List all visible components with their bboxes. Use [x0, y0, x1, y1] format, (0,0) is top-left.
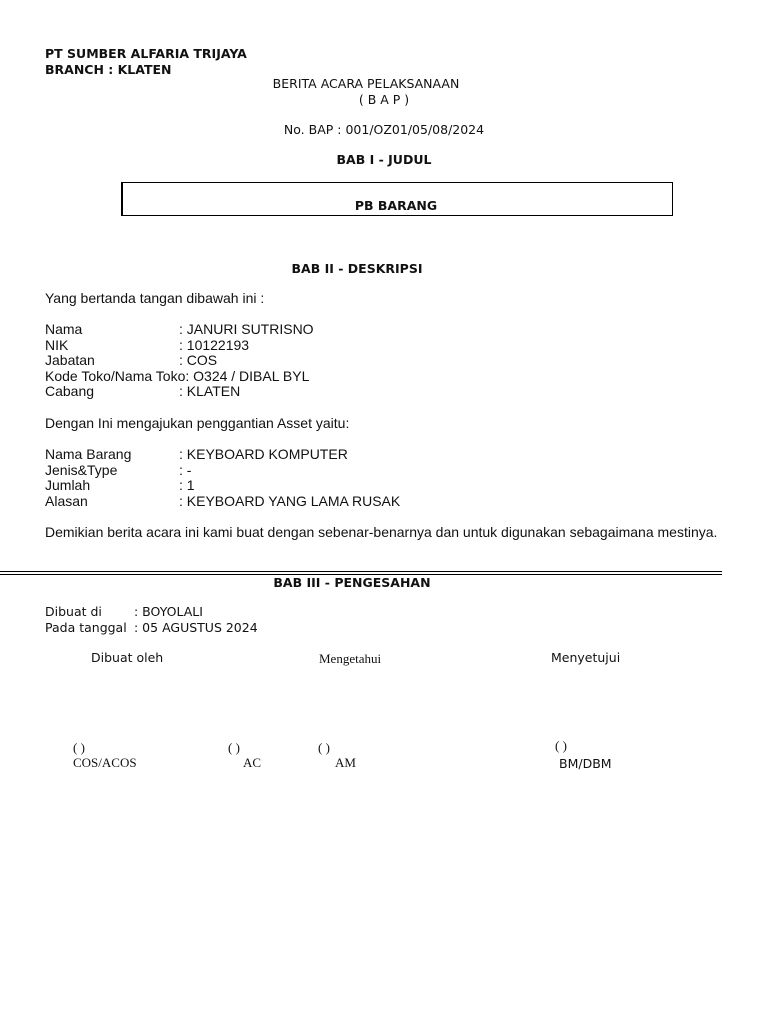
signature-parens: ( ): [318, 740, 330, 755]
place-label: Dibuat di: [45, 604, 102, 619]
asset-details: [45, 446, 645, 510]
section-divider: [0, 571, 722, 572]
signature-parens: ( ): [73, 740, 85, 755]
branch-label: BRANCH : KLATEN: [45, 62, 172, 77]
detail-value: : COS: [179, 352, 218, 368]
signatory-role: BM/DBM: [559, 756, 612, 771]
title-box-text: PB BARANG: [354, 198, 438, 213]
place-value: : BOYOLALI: [134, 604, 203, 619]
detail-row: [45, 462, 645, 478]
detail-label: Jabatan: [45, 352, 95, 368]
signatory-role: AC: [243, 755, 262, 770]
detail-value: : 1: [179, 477, 195, 493]
date-value: : 05 AGUSTUS 2024: [134, 620, 258, 635]
request-intro-text: Dengan Ini mengajukan penggantian Asset yaitu:: [45, 415, 350, 431]
detail-value: : -: [179, 462, 192, 478]
detail-value: : KLATEN: [179, 383, 241, 399]
detail-label: Kode Toko/Nama Toko: [45, 368, 186, 384]
detail-row: [45, 352, 645, 368]
section-heading-bab3: BAB III - PENGESAHAN: [273, 575, 431, 590]
detail-label: NIK: [45, 337, 69, 353]
detail-row: [45, 477, 645, 493]
detail-label: Jumlah: [45, 477, 91, 493]
detail-label: Jenis&Type: [45, 462, 118, 478]
signature-parens: ( ): [228, 740, 240, 755]
acknowledged-label: Mengetahui: [319, 651, 382, 666]
detail-value: : KEYBOARD KOMPUTER: [179, 446, 348, 462]
signatory-role: COS/ACOS: [73, 755, 137, 770]
document-title: BERITA ACARA PELAKSANAAN: [272, 76, 460, 91]
detail-label: Cabang: [45, 383, 95, 399]
approved-label: Menyetujui: [551, 650, 621, 665]
date-label: Pada tanggal: [45, 620, 127, 635]
section-heading-bab2: BAB II - DESKRIPSI: [291, 261, 423, 276]
made-by-label: Dibuat oleh: [91, 650, 164, 665]
detail-value: : JANURI SUTRISNO: [179, 321, 314, 337]
detail-value: : 10122193: [179, 337, 250, 353]
section-heading-bab1: BAB I - JUDUL: [336, 152, 432, 167]
detail-label: Nama Barang: [45, 446, 132, 462]
detail-row: [45, 383, 645, 399]
detail-label: Nama: [45, 321, 83, 337]
document-abbreviation: ( B A P ): [358, 92, 410, 107]
closing-statement: Demikian berita acara ini kami buat dengan sebenar-benarnya dan untuk digunakan sebagaimana mestinya.: [45, 524, 718, 540]
company-name: PT SUMBER ALFARIA TRIJAYA: [45, 46, 247, 61]
intro-text: Yang bertanda tangan dibawah ini :: [45, 290, 265, 306]
signature-parens: ( ): [555, 738, 567, 753]
detail-value: : O324 / DIBAL BYL: [185, 368, 310, 384]
detail-row: [45, 337, 645, 353]
detail-row: [45, 321, 645, 337]
detail-value: : KEYBOARD YANG LAMA RUSAK: [179, 493, 401, 509]
detail-row: [45, 368, 645, 384]
person-details: [45, 321, 645, 401]
signatory-role: AM: [335, 755, 356, 770]
detail-row: [45, 446, 645, 462]
detail-row: [45, 493, 645, 509]
document-number: No. BAP : 001/OZ01/05/08/2024: [283, 122, 485, 137]
detail-label: Alasan: [45, 493, 88, 509]
